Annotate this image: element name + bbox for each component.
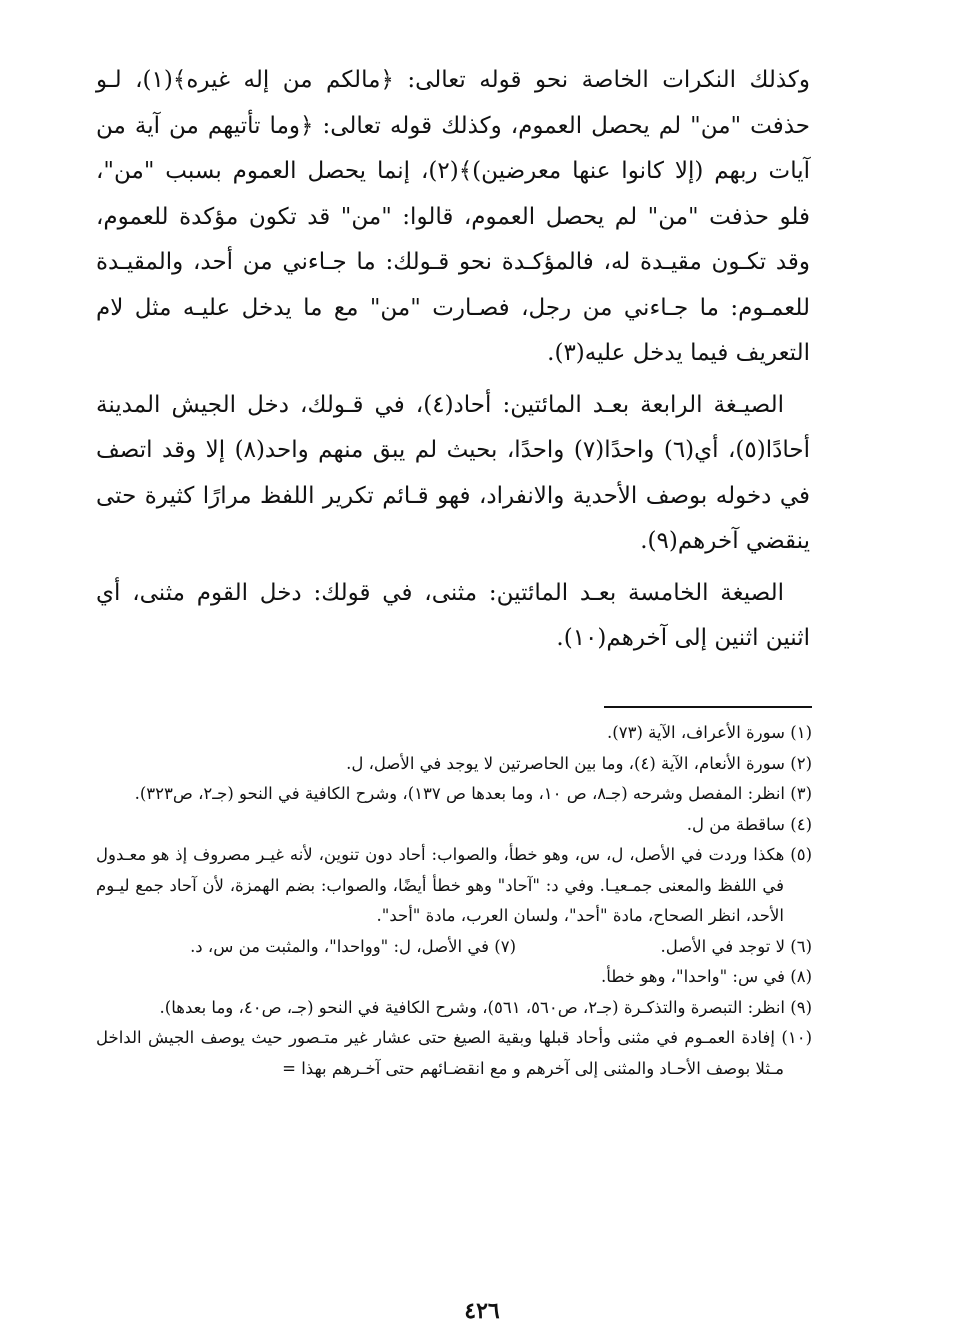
footnote-row-6-7 bbox=[96, 932, 812, 963]
footnote-2: (٢) سورة الأنعام، الآية (٤)، وما بين الحاصرتين لا يوجد في الأصل، ل. bbox=[346, 753, 812, 773]
footnotes bbox=[96, 718, 812, 1084]
footnote-3: (٣) انظر: المفصل وشرحه (جـ٨، ص ١٠، وما بعدها ص ١٣٧)، وشرح الكافية في النحو (جـ٢، ص٣٢٣). bbox=[134, 784, 812, 803]
footnote-4: (٤) ساقطة من ل. bbox=[686, 814, 812, 834]
footnote-5: (٥) هكذا وردت في الأصل، ل، س، وهو خطأ، والصواب: أحاد دون تنوين، لأنه غيـر مصروف إذ هو معـدول في اللفظ والمعنى جمـعيـا. وفي د: "آحاد" وهو خطأ أيضًا، والصواب: بضم الهمزة، لأن آحاد جمع ليـوم الأحد، انظر الصحاح، مادة "أحد"، ولسان العرب، مادة "أحد". bbox=[96, 845, 812, 925]
main-text bbox=[96, 58, 810, 662]
page-number: ٤٢٦ bbox=[464, 1298, 500, 1324]
footnote-6: (٦) لا توجد في الأصل. bbox=[660, 936, 812, 956]
footnote-10: (١٠) إفادة العمـوم في مثنى وأحاد قبلها وبقية الصيغ حتى عشار غير متـصور حيث يوصف الجيش الداخل مـثلا بوصف الأحـاد والمثنى إلى آخرهم و مع انقضـائهم حتى آخـرهم بهذا = bbox=[96, 1028, 812, 1078]
footnote-separator bbox=[604, 706, 812, 708]
footnote-1: (١) سورة الأعراف، الآية (٧٣). bbox=[607, 723, 812, 742]
paragraph-1: وكذلك النكرات الخاصة نحو قوله تعالى: ﴿مالكم من إله غيره﴾(١)، لـو حذفت "من" لم يحصل العموم، وكذلك قوله تعالى: ﴿وما تأتيهم من آية من آيات ربهم (إلا كانوا عنها معرضين)﴾(٢)، إنما يحصل العموم بسبب "من"، فلو حذفت "من" لم يحصل العموم، قالوا: "من" قد تكون مؤكدة للعموم، وقد تكـون مقيـدة له، فالمؤكـدة نحو قـولك: ما جـاءني من أحد، والمقيـدة للعمـوم: ما جـاءني من رجل، فصـارت "من" مع ما يدخل عليـه مثل لام التعريف فيما يدخل عليه(٣). bbox=[96, 67, 810, 366]
paragraph-3: الصيغة الخامسة بعـد المائتين: مثنى، في قولك: دخل القوم مثنى، أي اثنين اثنين إلى آخرهم(١٠). bbox=[96, 579, 810, 651]
footnote-7: (٧) في الأصل، ل: "وواحدا"، والمثبت من س، د. bbox=[190, 936, 516, 956]
footnote-9: (٩) انظر: التبصرة والتذكـرة (جـ٢، ص٥٦٠، ٥٦١)، وشرح الكافية في النحو (جـ، ص٤٠، وما بعدها). bbox=[159, 997, 812, 1017]
paragraph-2: الصيـغة الرابعة بعـد المائتين: أحاد(٤)، في قـولك، دخل الجيش المدينة أحادًا(٥)، أي(٦) واحدًا(٧) واحدًا، بحيث لم يبق منهم واحد(٨) إلا وقد اتصف في دخوله بوصف الأحدية والانفراد، فهو قـائم تكرير اللفظ مرارًا كثيرة حتى ينقضي آخرهم(٩). bbox=[96, 391, 810, 554]
footnote-8: (٨) في س: "واحدا"، وهو خطأ. bbox=[600, 967, 812, 986]
